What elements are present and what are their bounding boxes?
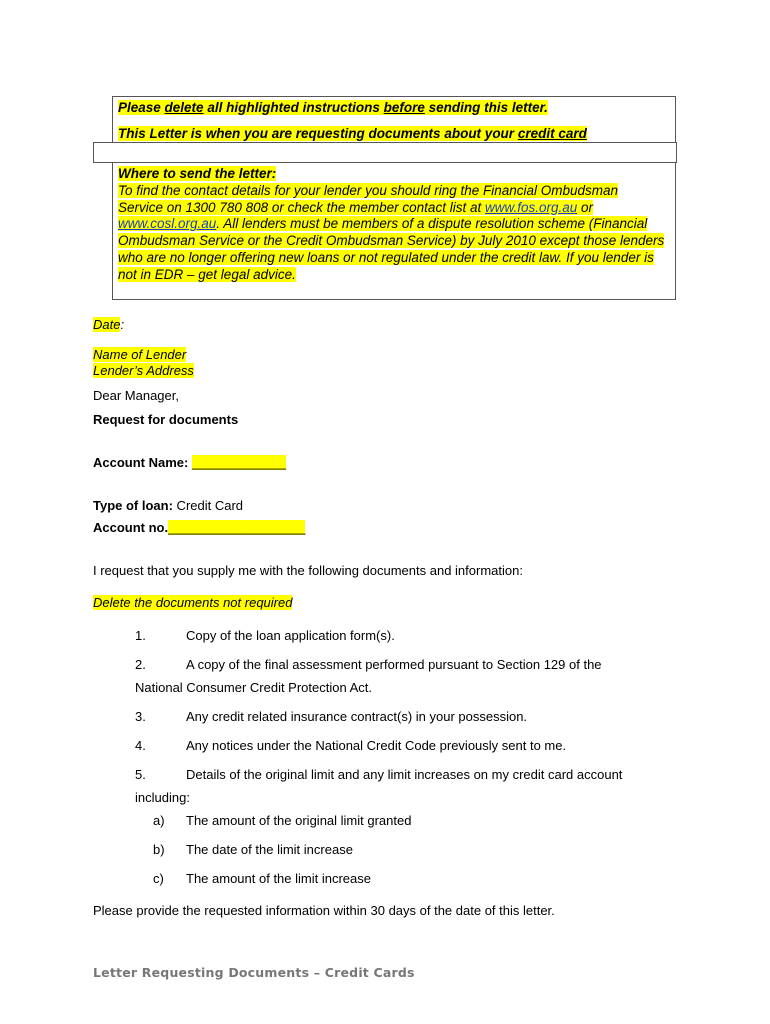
delete-note: Delete the documents not required [93,595,293,610]
sub-item: The date of the limit increase [186,842,353,857]
subject-line: Request for documents [93,412,239,427]
list-item-number: 3. [135,709,146,724]
instruction-line-1: Please delete all highlighted instructions before sending this letter. [118,100,548,115]
list-item-continuation: National Consumer Credit Protection Act. [135,680,372,695]
closing-line: Please provide the requested information within 30 days of the date of this letter. [93,903,555,918]
lender-address: Lender’s Address [93,363,194,378]
list-item: Any credit related insurance contract(s) in your possession. [186,709,528,724]
instruction-box-divider [93,142,677,163]
instruction-line-2: This Letter is when you are requesting documents about your credit card [118,126,587,141]
where-to-send-text: To find the contact details for your lender you should ring the Financial Ombudsman Service on 1300 780 808 or check the member contact list at www.fos.org.au or www.cosl.org.au. All lenders must be members of a dispute resolution scheme (Financial Ombudsman Service or the Credit Ombudsman Service) by July 2010 except those lenders who are no longer offering new loans or not regulated under the credit law. If you lender is not in EDR – get legal advice. [118,182,665,282]
fos-link[interactable]: www.fos.org.au [484,199,578,215]
sub-item-letter: b) [153,842,165,857]
list-item: Copy of the loan application form(s). [186,628,395,643]
list-item-number: 4. [135,738,146,753]
account-name-line: Account Name: _____________ [93,455,286,470]
sub-item-letter: a) [153,813,165,828]
date-line: Date: [93,317,125,332]
where-to-send-block [118,166,666,284]
list-item: A copy of the final assessment performed pursuant to Section 129 of the [186,657,602,672]
sub-item: The amount of the original limit granted [186,813,412,828]
account-name-blank[interactable]: _____________ [191,455,286,470]
request-intro: I request that you supply me with the following documents and information: [93,563,523,578]
cosl-link[interactable]: www.cosl.org.au [118,216,217,232]
loan-type-line: Type of loan: Credit Card [93,498,244,513]
list-item-continuation: including: [135,790,190,805]
where-to-send-title: Where to send the letter: [118,166,277,181]
account-no-line: Account no.___________________ [93,520,306,535]
list-item: Any notices under the National Credit Code previously sent to me. [186,738,567,753]
salutation: Dear Manager, [93,388,179,403]
sub-item: The amount of the limit increase [186,871,371,886]
list-item: Details of the original limit and any limit increases on my credit card account [186,767,623,782]
sub-item-letter: c) [153,871,164,886]
list-item-number: 1. [135,628,146,643]
account-no-blank[interactable]: ___________________ [168,520,306,535]
lender-name: Name of Lender [93,347,187,362]
page-footer: Letter Requesting Documents – Credit Cards [93,965,415,980]
list-item-number: 5. [135,767,146,782]
list-item-number: 2. [135,657,146,672]
